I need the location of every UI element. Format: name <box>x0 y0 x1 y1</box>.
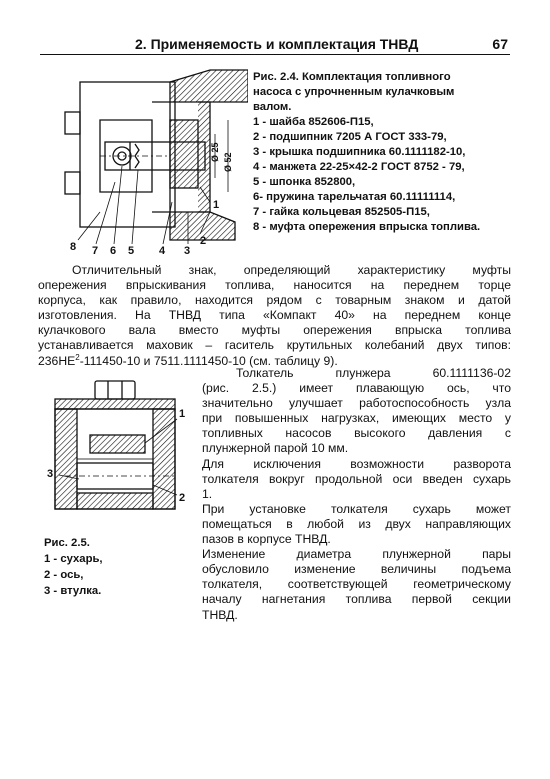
text-line: Толкатель плунжера 60.1111136-02 <box>236 366 511 380</box>
label-7: 7 <box>92 245 99 257</box>
left-ear-top <box>65 112 80 134</box>
caption-line: 3 - втулка. <box>44 585 102 597</box>
text-line: изготовления. На ТНВД типа «Компакт 40» на переднем конце <box>38 308 511 323</box>
label-3: 3 <box>184 245 191 257</box>
label-1: 1 <box>213 199 220 211</box>
page-header <box>40 34 510 55</box>
cracker-block <box>90 435 145 453</box>
label-8: 8 <box>70 241 77 253</box>
legend-item: 6- пружина тарельчатая 60.11111114, <box>253 191 456 203</box>
right-flange <box>152 102 170 212</box>
text-line: Изменение диаметра плунжерной пары <box>202 547 511 562</box>
caption-title-line: насоса с упрочненным кулачковым <box>253 86 455 98</box>
text-line: помещаться в любой из двух направляющих <box>202 516 511 531</box>
label-5: 5 <box>128 245 135 257</box>
text-line: пазов в корпусе ТНВД. <box>202 532 331 547</box>
text-line: ТНВД. <box>202 607 238 622</box>
figure-2-4-caption <box>253 70 513 235</box>
text-line: плунжерной парой 10 мм. <box>202 441 349 456</box>
left-ear-bottom <box>65 172 80 194</box>
caption-title-line: Рис. 2.4. Комплектация топливного <box>253 71 451 83</box>
text-line: При установке толкателя сухарь может <box>202 501 511 516</box>
page-number: 67 <box>492 36 508 52</box>
dim-d52: Ø 52 <box>223 152 233 172</box>
label-2: 2 <box>179 492 186 504</box>
text-line: опережения впрыскивания топлива, наносится на переднем торце <box>38 278 511 293</box>
text-line: устанавливается маховик – гаситель крутильных колебаний двух типов: <box>38 338 511 353</box>
label-4: 4 <box>159 245 166 257</box>
text-line: толкателя вокруг продольной оси введен сухарь <box>202 471 511 486</box>
text-line: топливных насосов высокого давления с <box>202 426 511 441</box>
caption-title-line: валом. <box>253 101 292 113</box>
text-line: Отличительный знак, определяющий характеристику муфты <box>72 263 511 277</box>
legend-item: 2 - подшипник 7205 А ГОСТ 333-79, <box>253 131 447 143</box>
body-paragraph-2 <box>202 366 511 623</box>
text-line: обусловило изменение величины подъема <box>202 562 511 577</box>
label-6: 6 <box>110 245 117 257</box>
text-line: корпуса, как правило, находится рядом с товарным знаком и датой <box>38 293 511 308</box>
caption-line: Рис. 2.5. <box>44 537 90 549</box>
cover-plate <box>198 102 210 212</box>
text-line: Для исключения возможности разворота <box>202 456 511 471</box>
text-line: значительно улучшает работоспособность узла <box>202 396 511 411</box>
caption-line: 2 - ось, <box>44 569 84 581</box>
label-2: 2 <box>200 235 207 247</box>
legend-item: 3 - крышка подшипника 60.1111182-10, <box>253 146 466 158</box>
legend-item: 8 - муфта опережения впрыска топлива. <box>253 221 481 233</box>
top-housing-hatch <box>170 70 248 102</box>
text-line: 1. <box>202 486 213 501</box>
figure-2-5-drawing <box>45 375 195 515</box>
text-line: толкателя, соответствующей геометрическому <box>202 577 511 592</box>
body-paragraph-1 <box>38 263 511 369</box>
figure-2-4-drawing <box>60 62 248 258</box>
figure-2-5-caption <box>44 535 184 599</box>
legend-item: 1 - шайба 852606-П15, <box>253 116 374 128</box>
legend-item: 7 - гайка кольцевая 852505-П15, <box>253 206 430 218</box>
model-code: 236НЕ <box>38 353 76 368</box>
bearing <box>170 120 198 188</box>
label-1: 1 <box>179 408 186 420</box>
legend-item: 4 - манжета 22-25×42-2 ГОСТ 8752 - 79, <box>253 161 465 173</box>
text-line: при повышенных нагрузках, имеющих место у <box>202 411 511 426</box>
text-line: (рис. 2.5.) имеет плавающую ось, что <box>202 381 511 396</box>
caption-line: 1 - сухарь, <box>44 553 103 565</box>
line-suffix: -111450-10 и 7511.1111450-10 (см. таблицу 9). <box>79 353 338 368</box>
legend-item: 5 - шпонка 852800, <box>253 176 356 188</box>
text-line: началу нагнетания топлива первой секции <box>202 592 511 607</box>
label-3: 3 <box>47 468 54 480</box>
superscript: 2 <box>75 352 80 362</box>
chapter-title: 2. Применяемость и комплектация ТНВД <box>135 36 419 52</box>
text-line: кулачкового вала вместо муфты опережения впрыска топлива <box>38 323 511 338</box>
dim-d25: Ø 25 <box>210 142 220 162</box>
housing-body <box>80 82 175 227</box>
bolt-head <box>95 381 135 399</box>
